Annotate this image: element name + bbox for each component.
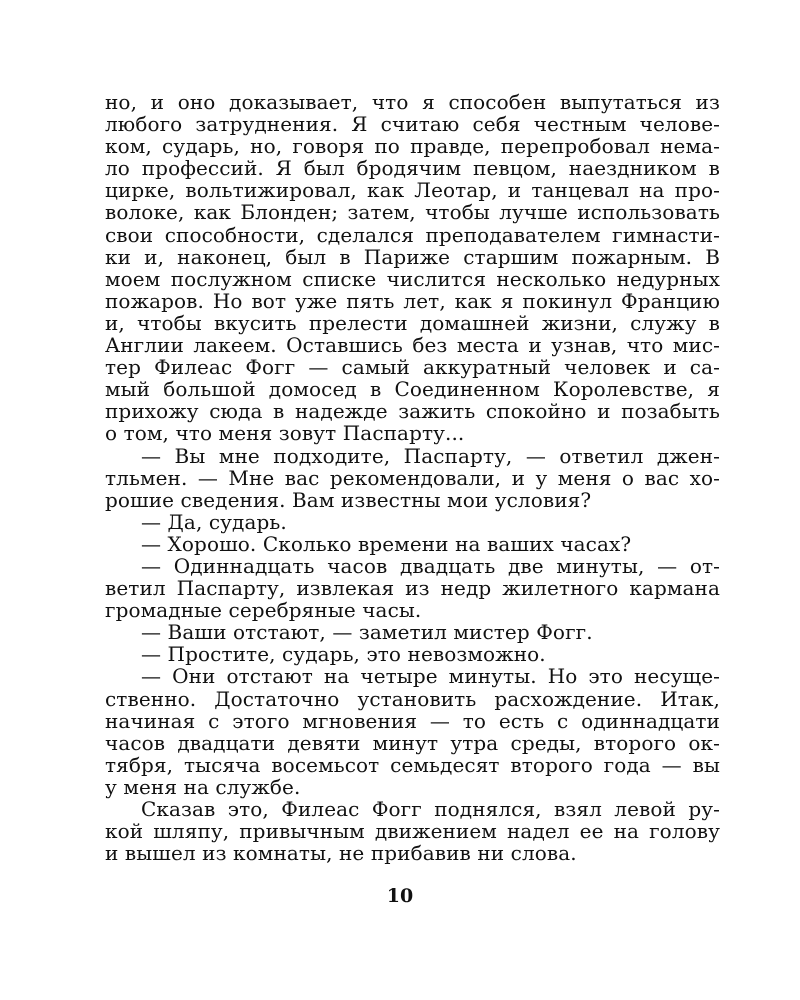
- text-line: о том, что меня зовут Паспарту...: [105, 421, 465, 446]
- text-line: — Ваши отстают, — заметил мистер Фогг.: [141, 620, 593, 645]
- text-line: и вышел из комнаты, не прибавив ни слова.: [105, 841, 577, 866]
- text-line: — Да, сударь.: [141, 509, 287, 534]
- text-line: громадные серебряные часы.: [105, 598, 422, 623]
- text-line: свои способности, сделался преподавателем гимнасти-: [105, 222, 720, 247]
- text-line: ком, сударь, но, говоря по правде, перепробовал нема-: [105, 134, 720, 159]
- text-line: и, чтобы вкусить прелести домашней жизни, служу в: [105, 310, 720, 335]
- text-line: пожаров. Но вот уже пять лет, как я покинул Францию: [105, 288, 720, 313]
- text-line: ственно. Достаточно установить расхождение. Итак,: [105, 686, 720, 711]
- page-text: [105, 91, 720, 864]
- text-line: ветил Паспарту, извлекая из недр жилетного кармана: [105, 576, 720, 601]
- text-line: ки и, наконец, был в Париже старшим пожарным. В: [105, 244, 720, 269]
- text-line: Англии лакеем. Оставшись без места и узнав, что мис-: [105, 333, 720, 358]
- text-line: но, и оно доказывает, что я способен выпутаться из: [105, 90, 720, 114]
- text-line: у меня на службе.: [105, 774, 301, 799]
- text-line: ло профессий. Я был бродячим певцом, наездником в: [105, 156, 720, 181]
- text-line: Сказав это, Филеас Фогг поднялся, взял левой ру-: [141, 797, 720, 821]
- text-line: часов двадцати девяти минут утра среды, второго ок-: [105, 730, 720, 755]
- text-line: — Простите, сударь, это невозможно.: [141, 642, 546, 667]
- text-line: — Одиннадцать часов двадцать две минуты, — от-: [141, 553, 720, 578]
- text-line: — Хорошо. Сколько времени на ваших часах?: [141, 531, 632, 556]
- text-line: цирке, вольтижировал, как Леотар, и танцевал на про-: [105, 178, 720, 203]
- page-number: 10: [386, 885, 414, 907]
- text-line: кой шляпу, привычным движением надел ее на голову: [105, 819, 720, 844]
- text-line: мый большой домосед в Соединенном Королевстве, я: [105, 377, 720, 402]
- text-line: любого затруднения. Я считаю себя честным челове-: [105, 112, 720, 137]
- text-line: моем послужном списке числится несколько недурных: [105, 266, 720, 291]
- text-line: начиная с этого мгновения — то есть с одиннадцати: [105, 708, 720, 733]
- text-line: рошие сведения. Вам известны мои условия?: [105, 487, 592, 512]
- text-line: — Они отстают на четыре минуты. Но это несуще-: [141, 664, 720, 689]
- text-line: волоке, как Блонден; затем, чтобы лучше использовать: [105, 200, 720, 225]
- text-line: тября, тысяча восемьсот семьдесят второго года — вы: [105, 752, 720, 777]
- text-line: тльмен. — Мне вас рекомендовали, и у меня о вас хо-: [105, 465, 720, 490]
- text-line: — Вы мне подходите, Паспарту, — ответил джен-: [141, 443, 720, 468]
- text-line: тер Филеас Фогг — самый аккуратный человек и са-: [105, 355, 720, 380]
- text-line: прихожу сюда в надежде зажить спокойно и позабыть: [105, 399, 720, 424]
